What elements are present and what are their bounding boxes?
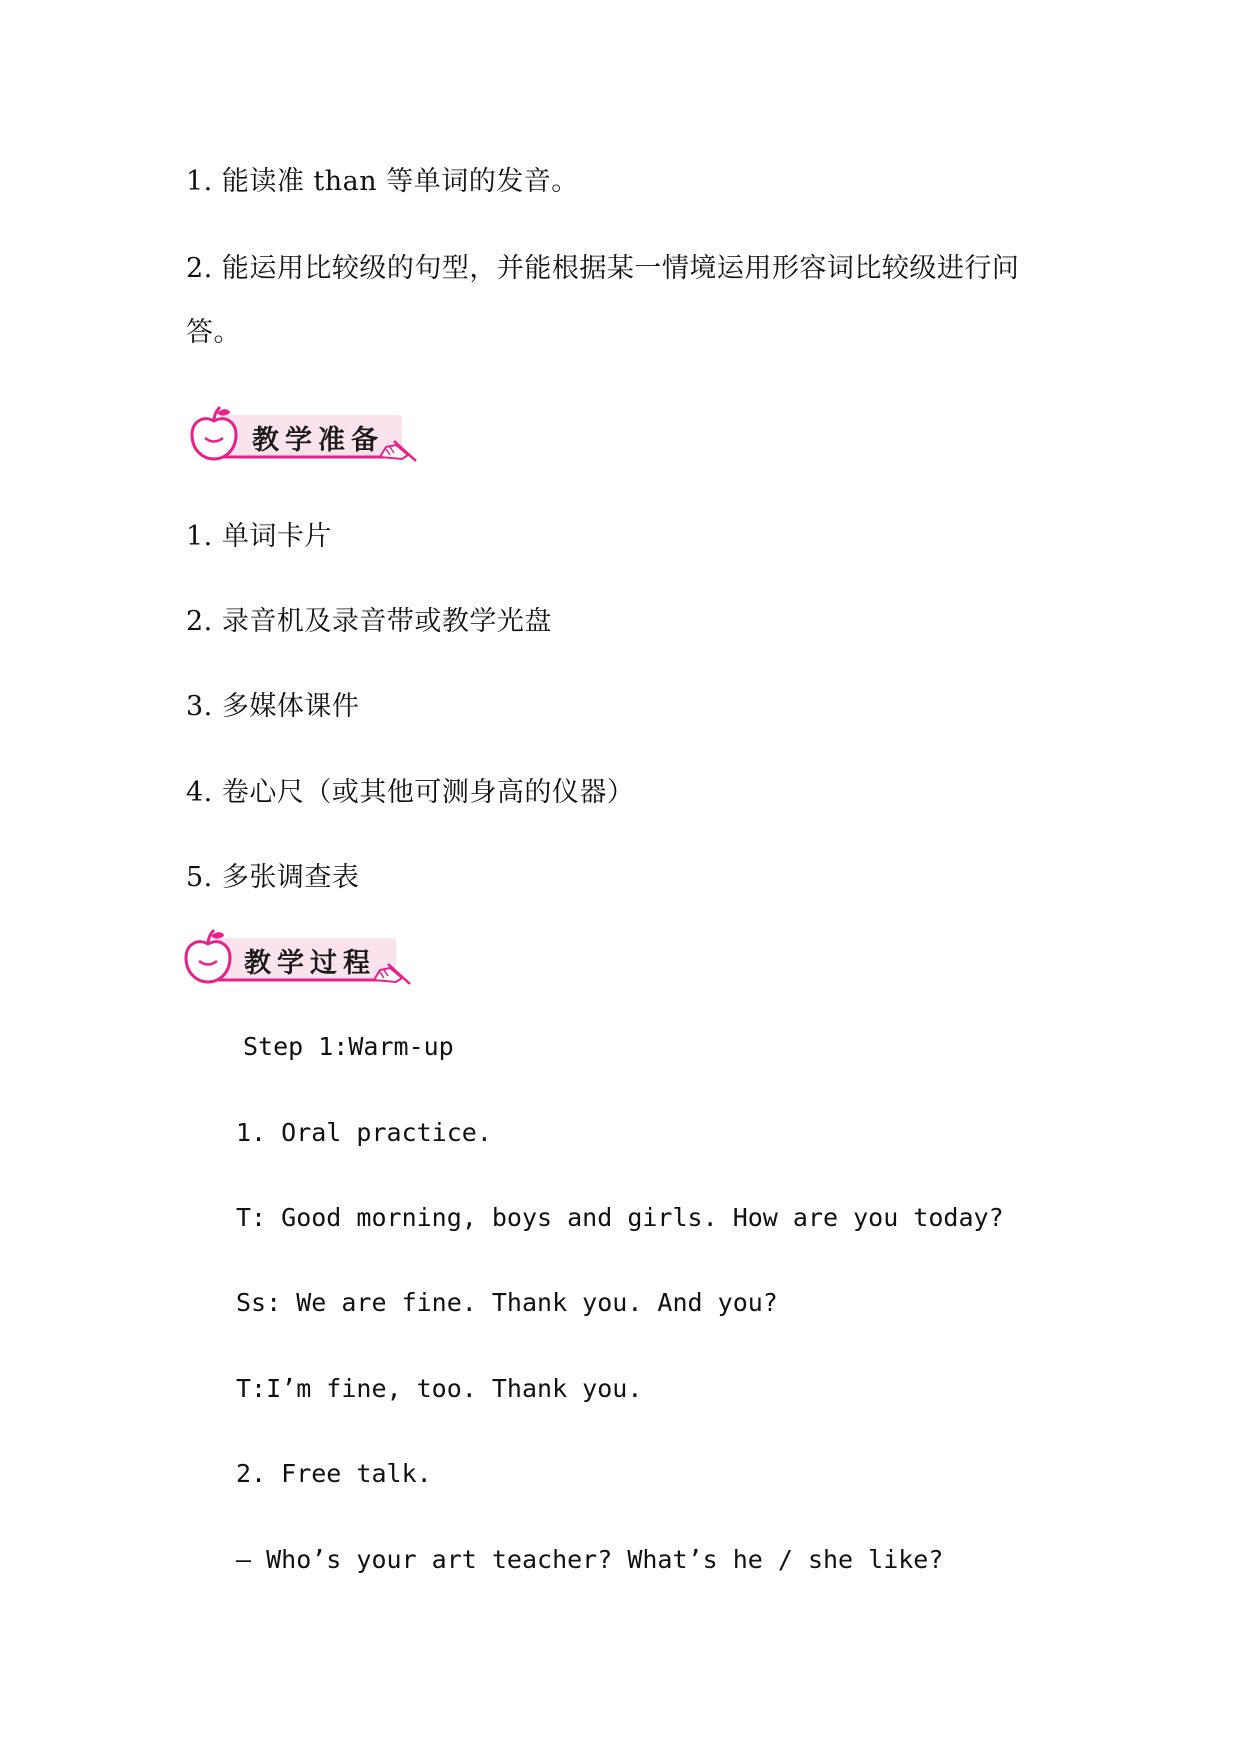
preparation-item-2: 2. 录音机及录音带或教学光盘 [186, 606, 552, 637]
objective-item-2-line-2: 答。 [186, 317, 241, 348]
process-line-2: T: Good morning, boys and girls. How are you today? [236, 1203, 1004, 1232]
process-line-6: — Who’s your art teacher? What’s he / she like? [236, 1545, 944, 1574]
process-line-3: Ss: We are fine. Thank you. And you? [236, 1288, 778, 1317]
objective-item-1: 1. 能读准 than 等单词的发音。 [186, 166, 579, 197]
objective-item-2-line-1: 2. 能运用比较级的句型，并能根据某一情境运用形容词比较级进行问 [186, 253, 1020, 284]
preparation-item-5: 5. 多张调查表 [186, 862, 360, 893]
preparation-item-1: 1. 单词卡片 [186, 521, 332, 552]
process-line-5: 2. Free talk. [236, 1459, 432, 1488]
preparation-item-3: 3. 多媒体课件 [186, 691, 360, 722]
step-title: Step 1:Warm-up [243, 1032, 454, 1061]
apple-icon [186, 930, 230, 982]
preparation-item-4: 4. 卷心尺（或其他可测身高的仪器） [186, 777, 635, 808]
process-line-1: 1. Oral practice. [236, 1118, 492, 1147]
process-heading [184, 928, 414, 994]
preparation-heading-text: 教学准备 [252, 425, 384, 456]
process-heading-text: 教学过程 [244, 948, 376, 979]
process-line-4: T:I’m fine, too. Thank you. [236, 1374, 643, 1403]
apple-icon [192, 407, 236, 459]
preparation-heading [190, 405, 420, 471]
